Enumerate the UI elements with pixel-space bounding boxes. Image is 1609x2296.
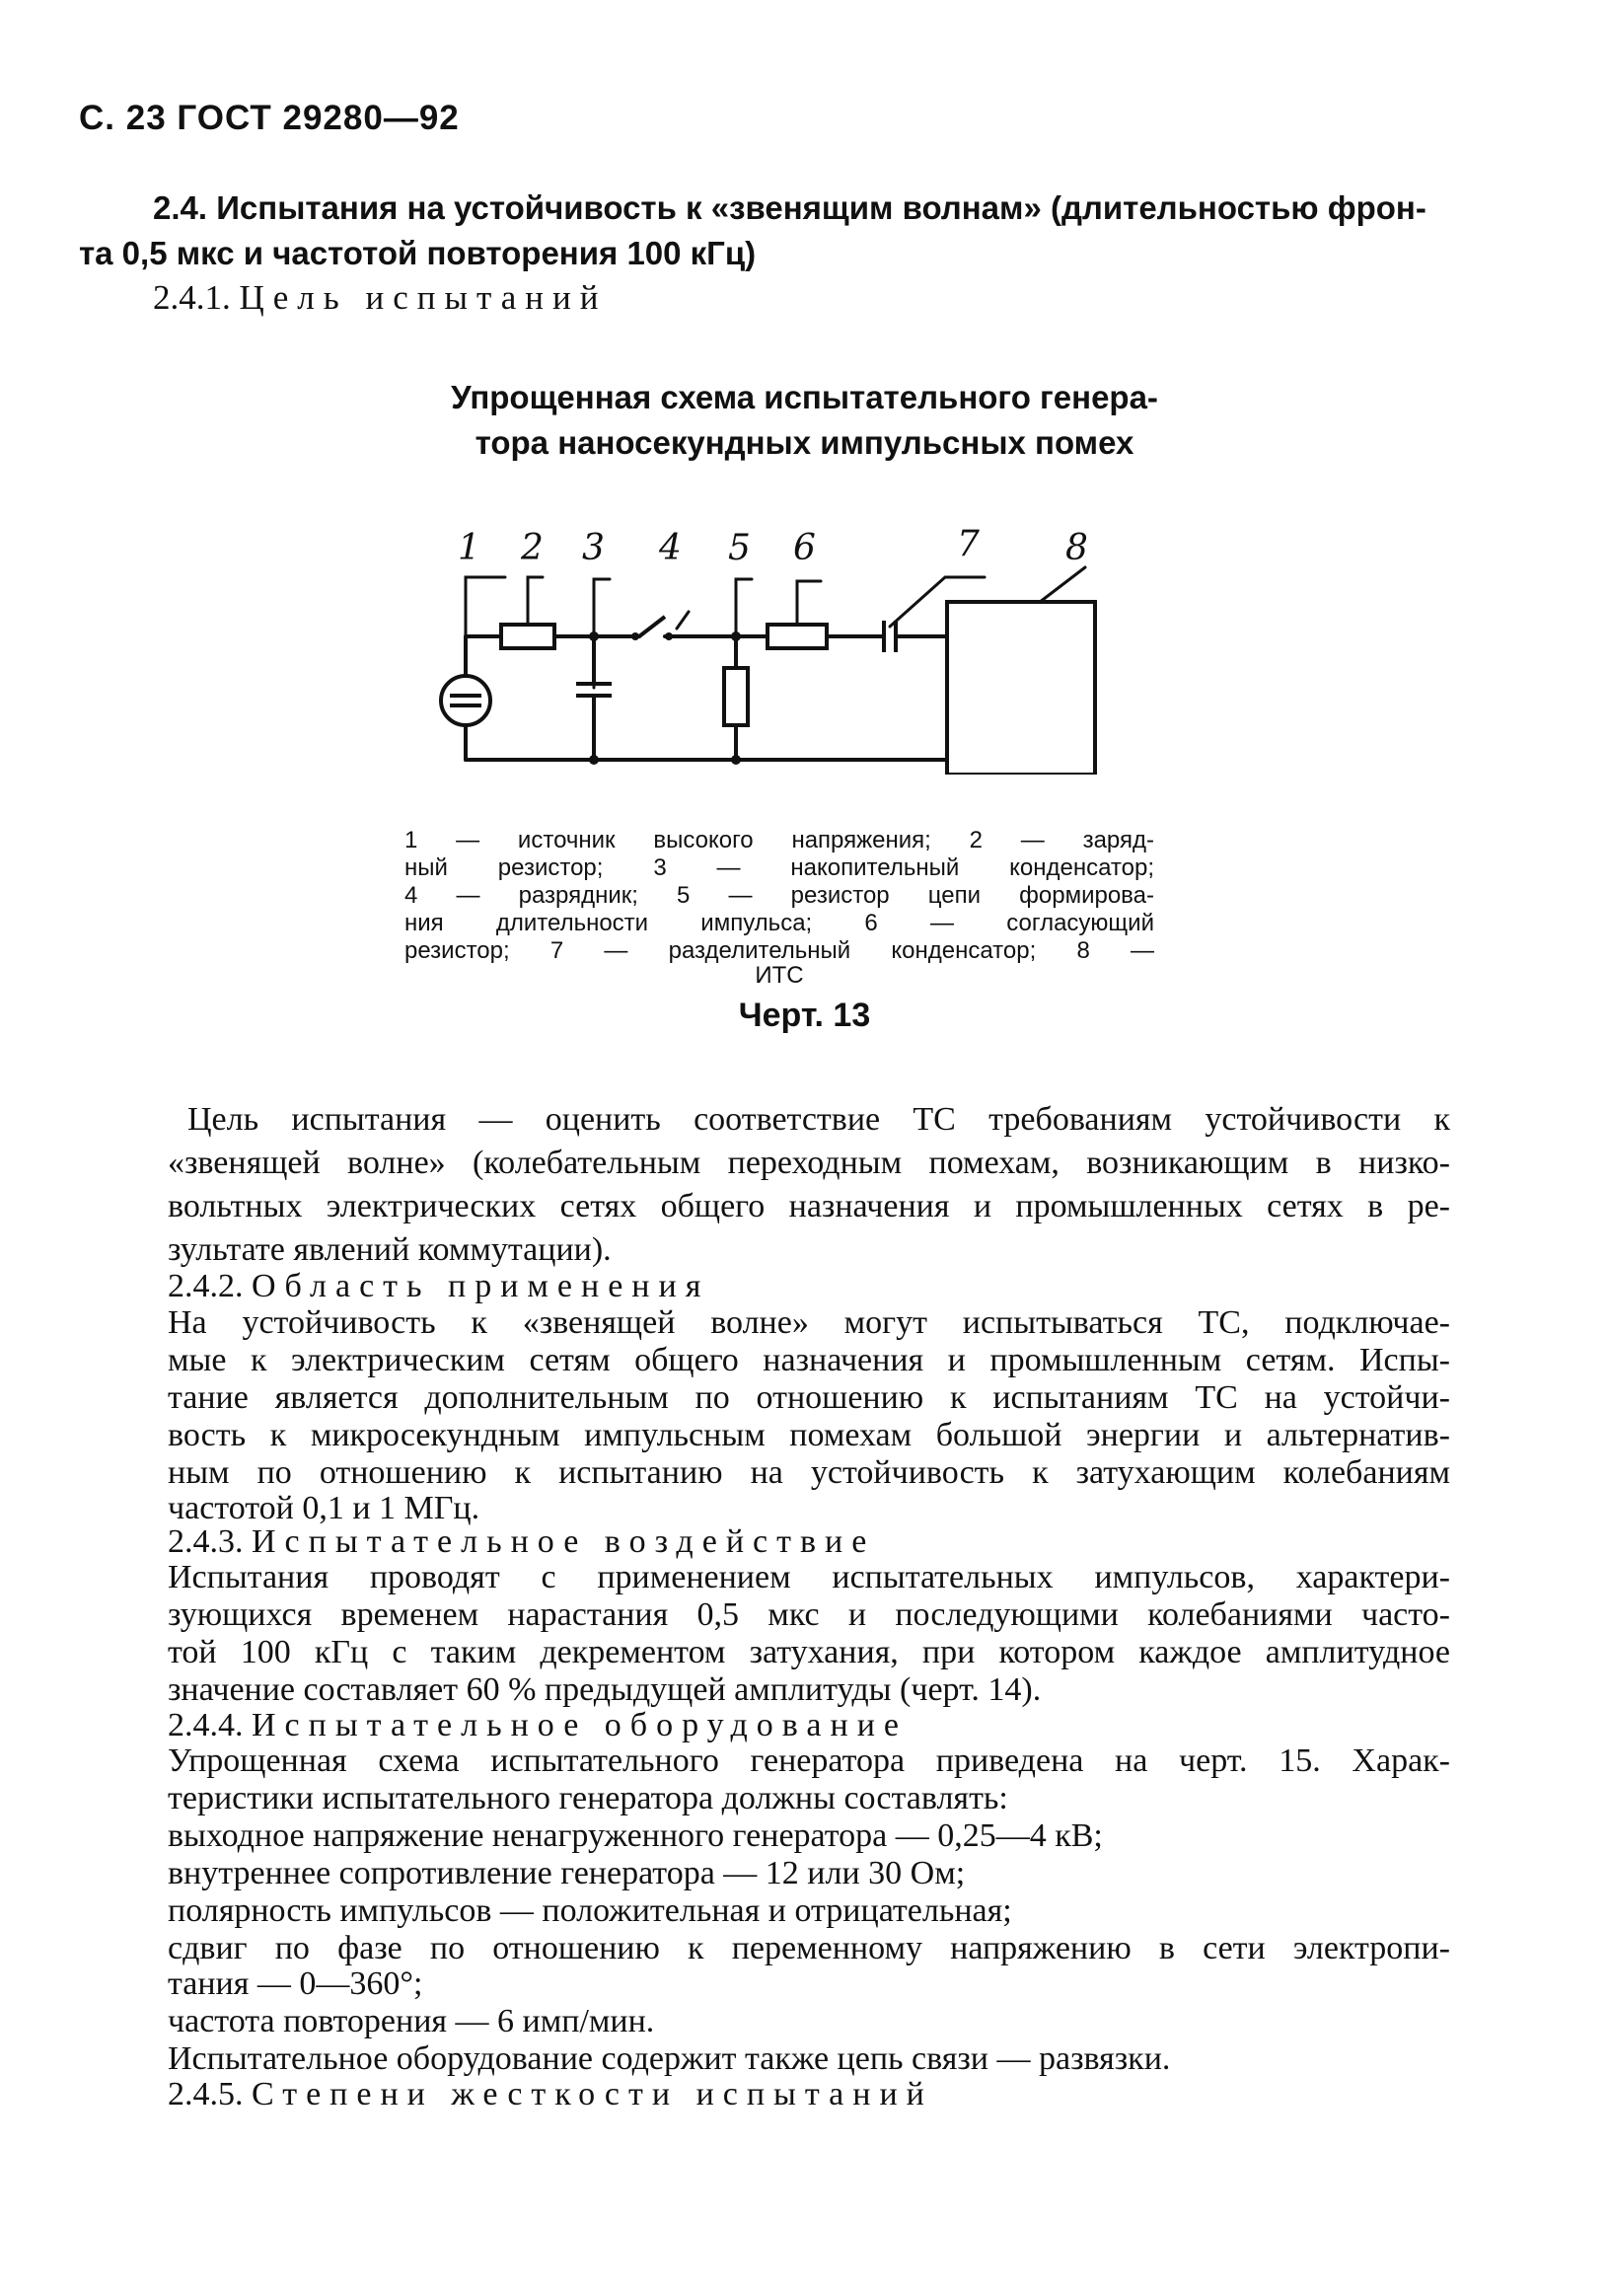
section-2-4-title-line2: та 0,5 мкс и частотой повторения 100 кГц) [79, 235, 757, 271]
junction-dot [589, 631, 599, 641]
hv-source-symbol [441, 676, 490, 725]
section-2-4-4-title: Испытательное оборудование [252, 1707, 908, 1743]
junction-dot [589, 755, 599, 765]
equipment-line: частота повторения — 6 имп/мин. [168, 2003, 655, 2039]
impact-line: той 100 кГц с таким декрементом затухания, при котором каждое амплитудное [168, 1634, 1450, 1670]
section-2-4-2-title: Область применения [252, 1268, 710, 1304]
matching-resistor-symbol [768, 625, 827, 648]
equipment-line: Упрощенная схема испытательного генератора приведена на черт. 15. Харак- [168, 1742, 1450, 1779]
its-box-symbol [947, 602, 1095, 775]
equipment-line: выходное напряжение ненагруженного генератора — 0,25—4 кВ; [168, 1817, 1103, 1854]
junction-dot [731, 631, 741, 641]
caption-line: 4 — разрядник; 5 — резистор цепи формирова- [404, 882, 1154, 909]
impact-line: Испытания проводят с применением испытательных импульсов, характери- [168, 1559, 1450, 1595]
scope-line: частотой 0,1 и 1 МГц. [168, 1490, 480, 1526]
caption-line: ный резистор; 3 — накопительный конденсатор; [404, 854, 1154, 881]
label-4: 4 [659, 528, 682, 568]
label-2: 2 [521, 528, 544, 568]
label-7: 7 [957, 524, 980, 564]
section-2-4-4-heading [168, 1707, 908, 1744]
storage-capacitor-symbol [576, 684, 612, 696]
caption-line: ИТС [755, 962, 804, 989]
scope-line: тание является дополнительным по отношению к испытаниям ТС на устойчи- [168, 1379, 1450, 1416]
figure-number: Черт. 13 [738, 997, 871, 1034]
scope-line: мые к электрическим сетям общего назначения и промышленным сетям. Испы- [168, 1342, 1450, 1378]
purpose-line: зультате явлений коммутации). [168, 1231, 612, 1268]
label-1: 1 [458, 528, 480, 568]
equipment-line: внутреннее сопротивление генератора — 12 или 30 Ом; [168, 1855, 966, 1891]
figure-title-line1: Упрощенная схема испытательного генера- [451, 379, 1158, 415]
leader-5 [736, 579, 752, 668]
equipment-line: Испытательное оборудование содержит также цепь связи — развязки. [168, 2040, 1171, 2077]
pulse-shaping-resistor-symbol [724, 668, 748, 725]
charging-resistor-symbol [501, 625, 554, 648]
purpose-line: «звенящей волне» (колебательным переходным помехам, возникающим в низко- [168, 1145, 1450, 1181]
section-2-4-5-number: 2.4.5. [168, 2076, 244, 2112]
caption-line: резистор; 7 — разделительный конденсатор; 8 — [404, 937, 1154, 964]
section-2-4-2-number: 2.4.2. [168, 1268, 244, 1304]
scope-line: вость к микросекундным импульсным помехам большой энергии и альтернатив- [168, 1417, 1450, 1453]
caption-line: 1 — источник высокого напряжения; 2 — заряд- [404, 827, 1154, 853]
section-2-4-1-heading [153, 278, 607, 318]
purpose-line: Цель испытания — оценить соответствие ТС требованиям устойчивости к [187, 1101, 1450, 1138]
equipment-line: полярность импульсов — положительная и отрицательная; [168, 1892, 1012, 1929]
section-2-4-3-number: 2.4.3. [168, 1523, 244, 1560]
label-3: 3 [582, 528, 605, 568]
leader-2 [528, 577, 543, 625]
label-8: 8 [1065, 528, 1088, 568]
figure-title-line2: тора наносекундных импульсных помех [475, 424, 1134, 461]
caption-line: ния длительности импульса; 6 — согласующий [404, 910, 1154, 936]
page-header: С. 23 ГОСТ 29280—92 [79, 99, 460, 137]
leader-4 [677, 612, 689, 629]
purpose-line: вольтных электрических сетях общего назначения и промышленных сетях в ре- [168, 1188, 1450, 1224]
label-6: 6 [793, 528, 816, 568]
section-2-4-3-heading [168, 1523, 875, 1561]
scope-line: ным по отношению к испытанию на устойчивость к затухающим колебаниям [168, 1454, 1450, 1491]
impact-line: значение составляет 60 % предыдущей амплитуды (черт. 14). [168, 1671, 1042, 1708]
section-2-4-2-heading [168, 1268, 709, 1305]
label-5: 5 [728, 528, 751, 568]
section-2-4-1-number: 2.4.1. [153, 278, 231, 317]
section-2-4-5-title: Степени жесткости испытаний [252, 2076, 933, 2112]
section-2-4-4-number: 2.4.4. [168, 1707, 244, 1743]
impact-line: зующихся временем нарастания 0,5 мкс и последующими колебаниями часто- [168, 1596, 1450, 1633]
equipment-line: тания — 0—360°; [168, 1965, 423, 2002]
spark-gap-symbol [631, 617, 673, 640]
scope-line: На устойчивость к «звенящей волне» могут испытываться ТС, подключае- [168, 1304, 1450, 1341]
equipment-line: теристики испытательного генератора должны составлять: [168, 1780, 1008, 1816]
junction-dot [731, 755, 741, 765]
section-2-4-3-title: Испытательное воздействие [252, 1523, 876, 1560]
leader-6 [797, 581, 821, 627]
section-2-4-title-line1: 2.4. Испытания на устойчивость к «звенящим волнам» (длительностью фрон- [153, 189, 1426, 226]
section-2-4-5-heading [168, 2076, 933, 2113]
equipment-line: сдвиг по фазе по отношению к переменному напряжению в сети электропи- [168, 1930, 1450, 1966]
section-2-4-1-title: Цель испытаний [239, 278, 608, 317]
circuit-diagram [395, 518, 1144, 775]
